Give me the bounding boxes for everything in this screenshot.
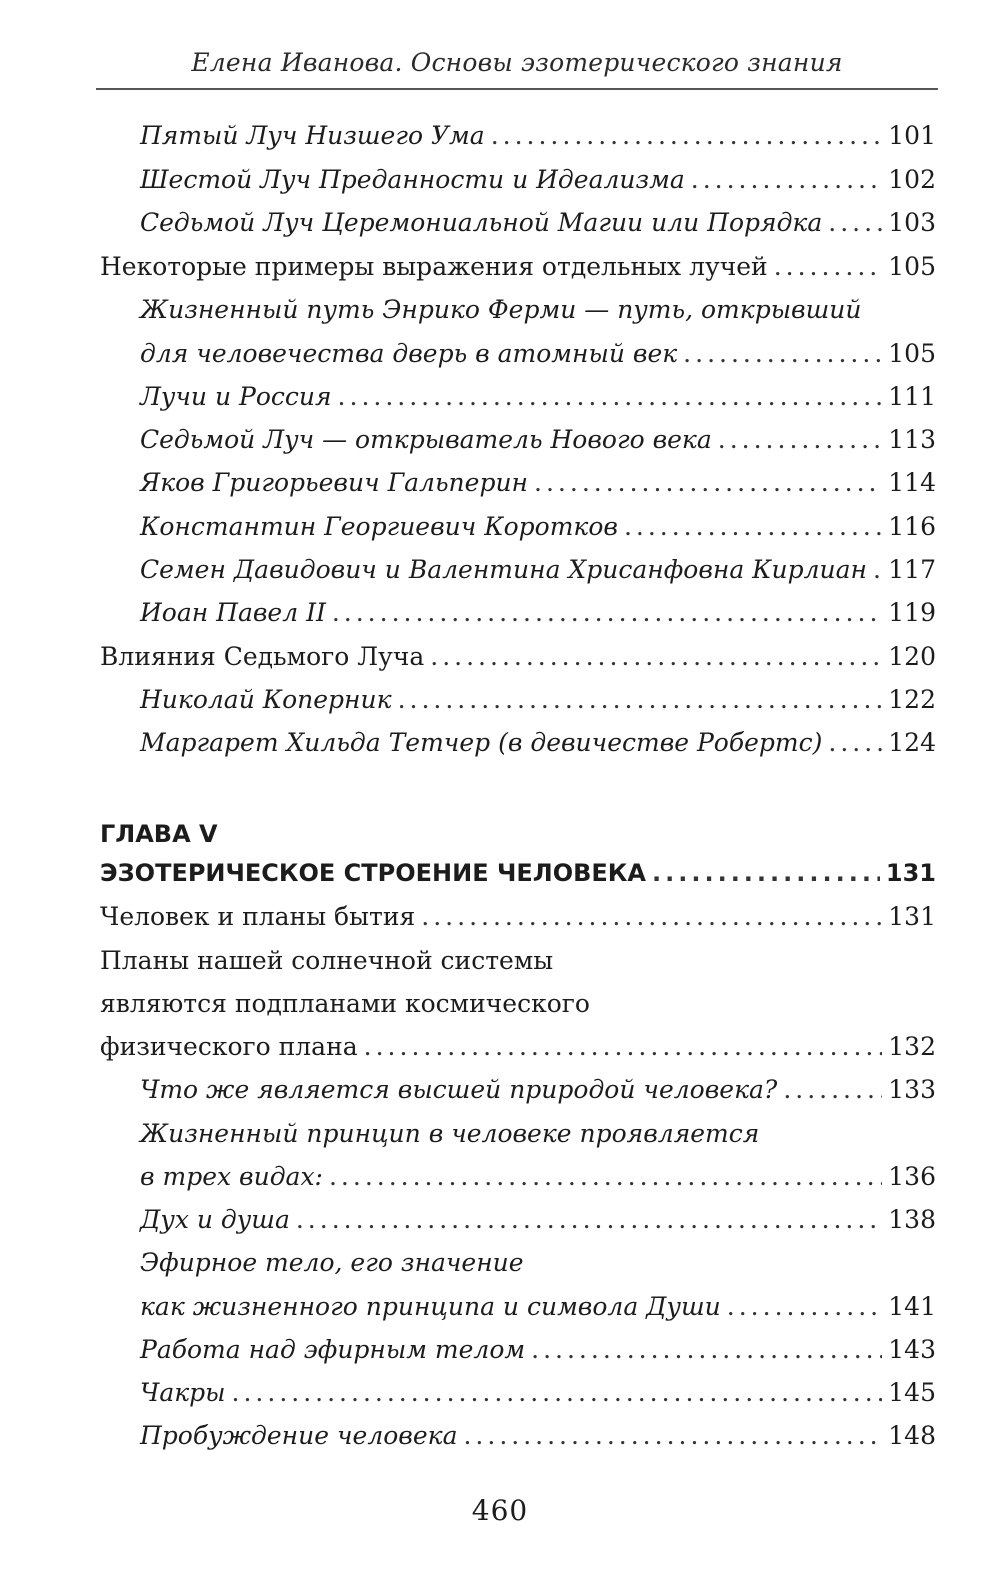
leader-dots: [430, 637, 882, 677]
toc-entry-page: 105: [888, 339, 936, 368]
toc-entry-page: 119: [888, 598, 936, 627]
toc-entry-title: Чакры: [140, 1378, 226, 1407]
leader-dots: [534, 463, 882, 503]
toc-entry-page: 111: [888, 382, 936, 411]
leader-dots: [421, 897, 882, 937]
toc-entry-title: Седьмой Луч — открыватель Нового века: [140, 425, 712, 454]
toc-entry-page: 113: [888, 425, 936, 454]
toc-entry-title: являются подпланами космического: [100, 989, 590, 1018]
toc-entry-title: физического плана: [100, 1032, 358, 1061]
toc-entry[interactable]: [140, 593, 936, 633]
toc-entry-title: Пятый Луч Низшего Ума: [140, 121, 485, 150]
toc-entry-title: как жизненного принципа и символа Души: [140, 1292, 721, 1321]
toc-entry-title: Пробуждение человека: [140, 1421, 458, 1450]
leader-dots: [463, 1416, 882, 1456]
toc-entry[interactable]: [140, 116, 936, 156]
toc-entry-page: 141: [888, 1292, 936, 1321]
toc-entry-title: Что же является высшей природой человека?: [140, 1075, 778, 1104]
leader-dots: [329, 1157, 882, 1197]
toc-entry-title: Лучи и Россия: [140, 382, 332, 411]
leader-dots: [691, 160, 883, 200]
chapter-title: ЭЗОТЕРИЧЕСКОЕ СТРОЕНИЕ ЧЕЛОВЕКА: [100, 859, 646, 887]
toc-entry[interactable]: [140, 1287, 936, 1327]
toc-entry-page: 103: [888, 208, 936, 237]
toc-entry-page: 105: [888, 252, 936, 281]
leader-dots: [232, 1373, 883, 1413]
toc-entry-page: 145: [888, 1378, 936, 1407]
leader-dots: [296, 1200, 882, 1240]
toc-entry[interactable]: [140, 420, 936, 460]
toc-entry-page: 102: [888, 165, 936, 194]
toc-entry[interactable]: [100, 897, 936, 937]
toc-entry[interactable]: [140, 1416, 936, 1456]
toc-entry[interactable]: [140, 1373, 936, 1413]
leader-dots: [774, 247, 883, 287]
toc-entry[interactable]: [140, 1200, 936, 1240]
leader-dots: [783, 1070, 882, 1110]
toc-entry[interactable]: [140, 550, 936, 590]
leader-dots: [727, 1287, 883, 1327]
page-number: 460: [471, 1494, 529, 1527]
toc-entry-title: Работа над эфирным телом: [140, 1335, 526, 1364]
toc-entry-title: Жизненный путь Энрико Ферми — путь, открывший: [140, 295, 862, 324]
toc-entry-continued[interactable]: [140, 290, 936, 330]
toc-entry-title: Константин Георгиевич Коротков: [140, 512, 618, 541]
toc-entry[interactable]: [140, 1070, 936, 1110]
toc-entry[interactable]: [100, 637, 936, 677]
toc-entry-page: 101: [888, 121, 936, 150]
toc-entry[interactable]: [140, 463, 936, 503]
leader-dots: [491, 116, 883, 156]
toc-entry[interactable]: [140, 377, 936, 417]
toc-entry-page: 116: [888, 512, 936, 541]
toc-entry-title: Эфирное тело, его значение: [140, 1248, 524, 1277]
leader-dots: [718, 420, 883, 460]
toc-entry-continued[interactable]: [140, 1114, 936, 1154]
toc-entry-title: Планы нашей солнечной системы: [100, 946, 554, 975]
toc-entry-page: 133: [888, 1075, 936, 1104]
toc-entry-title: Маргарет Хильда Тетчер (в девичестве Робертс): [140, 728, 823, 757]
leader-dots: [531, 1330, 882, 1370]
chapter-label: ГЛАВА V: [100, 820, 218, 848]
toc-entry-title: Шестой Луч Преданности и Идеализма: [140, 165, 685, 194]
toc-entry[interactable]: [140, 680, 936, 720]
toc-entry[interactable]: [100, 247, 936, 287]
leader-dots: [828, 203, 882, 243]
leader-dots: [873, 550, 882, 590]
toc-entry-title: Некоторые примеры выражения отдельных лучей: [100, 252, 768, 281]
leader-dots: [652, 853, 880, 893]
toc-entry-title: Иоан Павел II: [140, 598, 326, 627]
toc-entry-continued[interactable]: [100, 941, 936, 981]
running-header: Елена Иванова. Основы эзотерического знания: [191, 48, 843, 77]
toc-entry-continued[interactable]: [100, 984, 936, 1024]
toc-entry-title: в трех видах:: [140, 1162, 323, 1191]
leader-dots: [828, 723, 882, 763]
toc-entry-page: 148: [888, 1421, 936, 1450]
chapter-title-entry[interactable]: [100, 853, 936, 893]
leader-dots: [364, 1027, 883, 1067]
toc-entry-page: 124: [888, 728, 936, 757]
toc-entry-continued[interactable]: [140, 1243, 936, 1283]
leader-dots: [398, 680, 883, 720]
leader-dots: [338, 377, 883, 417]
toc-entry-page: 138: [888, 1205, 936, 1234]
toc-entry[interactable]: [140, 203, 936, 243]
leader-dots: [624, 507, 882, 547]
leader-dots: [332, 593, 882, 633]
toc-entry-page: 131: [888, 902, 936, 931]
toc-entry-title: Дух и душа: [140, 1205, 290, 1234]
toc-entry-title: Жизненный принцип в человеке проявляется: [140, 1119, 760, 1148]
toc-entry-title: Влияния Седьмого Луча: [100, 642, 425, 671]
toc-entry[interactable]: [140, 160, 936, 200]
header-rule: [96, 88, 938, 90]
toc-entry-page: 143: [888, 1335, 936, 1364]
toc-entry[interactable]: [140, 334, 936, 374]
toc-entry-title: Седьмой Луч Церемониальной Магии или Порядка: [140, 208, 823, 237]
toc-entry[interactable]: [140, 723, 936, 763]
toc-entry-page: 132: [888, 1032, 936, 1061]
toc-entry[interactable]: [140, 507, 936, 547]
toc-entry-page: 122: [888, 685, 936, 714]
toc-entry-page: 136: [888, 1162, 936, 1191]
toc-entry[interactable]: [100, 1027, 936, 1067]
toc-entry-title: Человек и планы бытия: [100, 902, 416, 931]
toc-entry[interactable]: [140, 1157, 936, 1197]
leader-dots: [683, 334, 882, 374]
toc-entry-page: 114: [888, 468, 936, 497]
toc-entry[interactable]: [140, 1330, 936, 1370]
toc-entry-page: 117: [888, 555, 936, 584]
toc-entry-title: Николай Коперник: [140, 685, 392, 714]
toc-entry-page: 120: [888, 642, 936, 671]
toc-entry-title: Яков Григорьевич Гальперин: [140, 468, 529, 497]
chapter-page: 131: [885, 859, 936, 887]
toc-entry-title: для человечества дверь в атомный век: [140, 339, 678, 368]
toc-entry-title: Семен Давидович и Валентина Хрисанфовна Кирлиан: [140, 555, 868, 584]
